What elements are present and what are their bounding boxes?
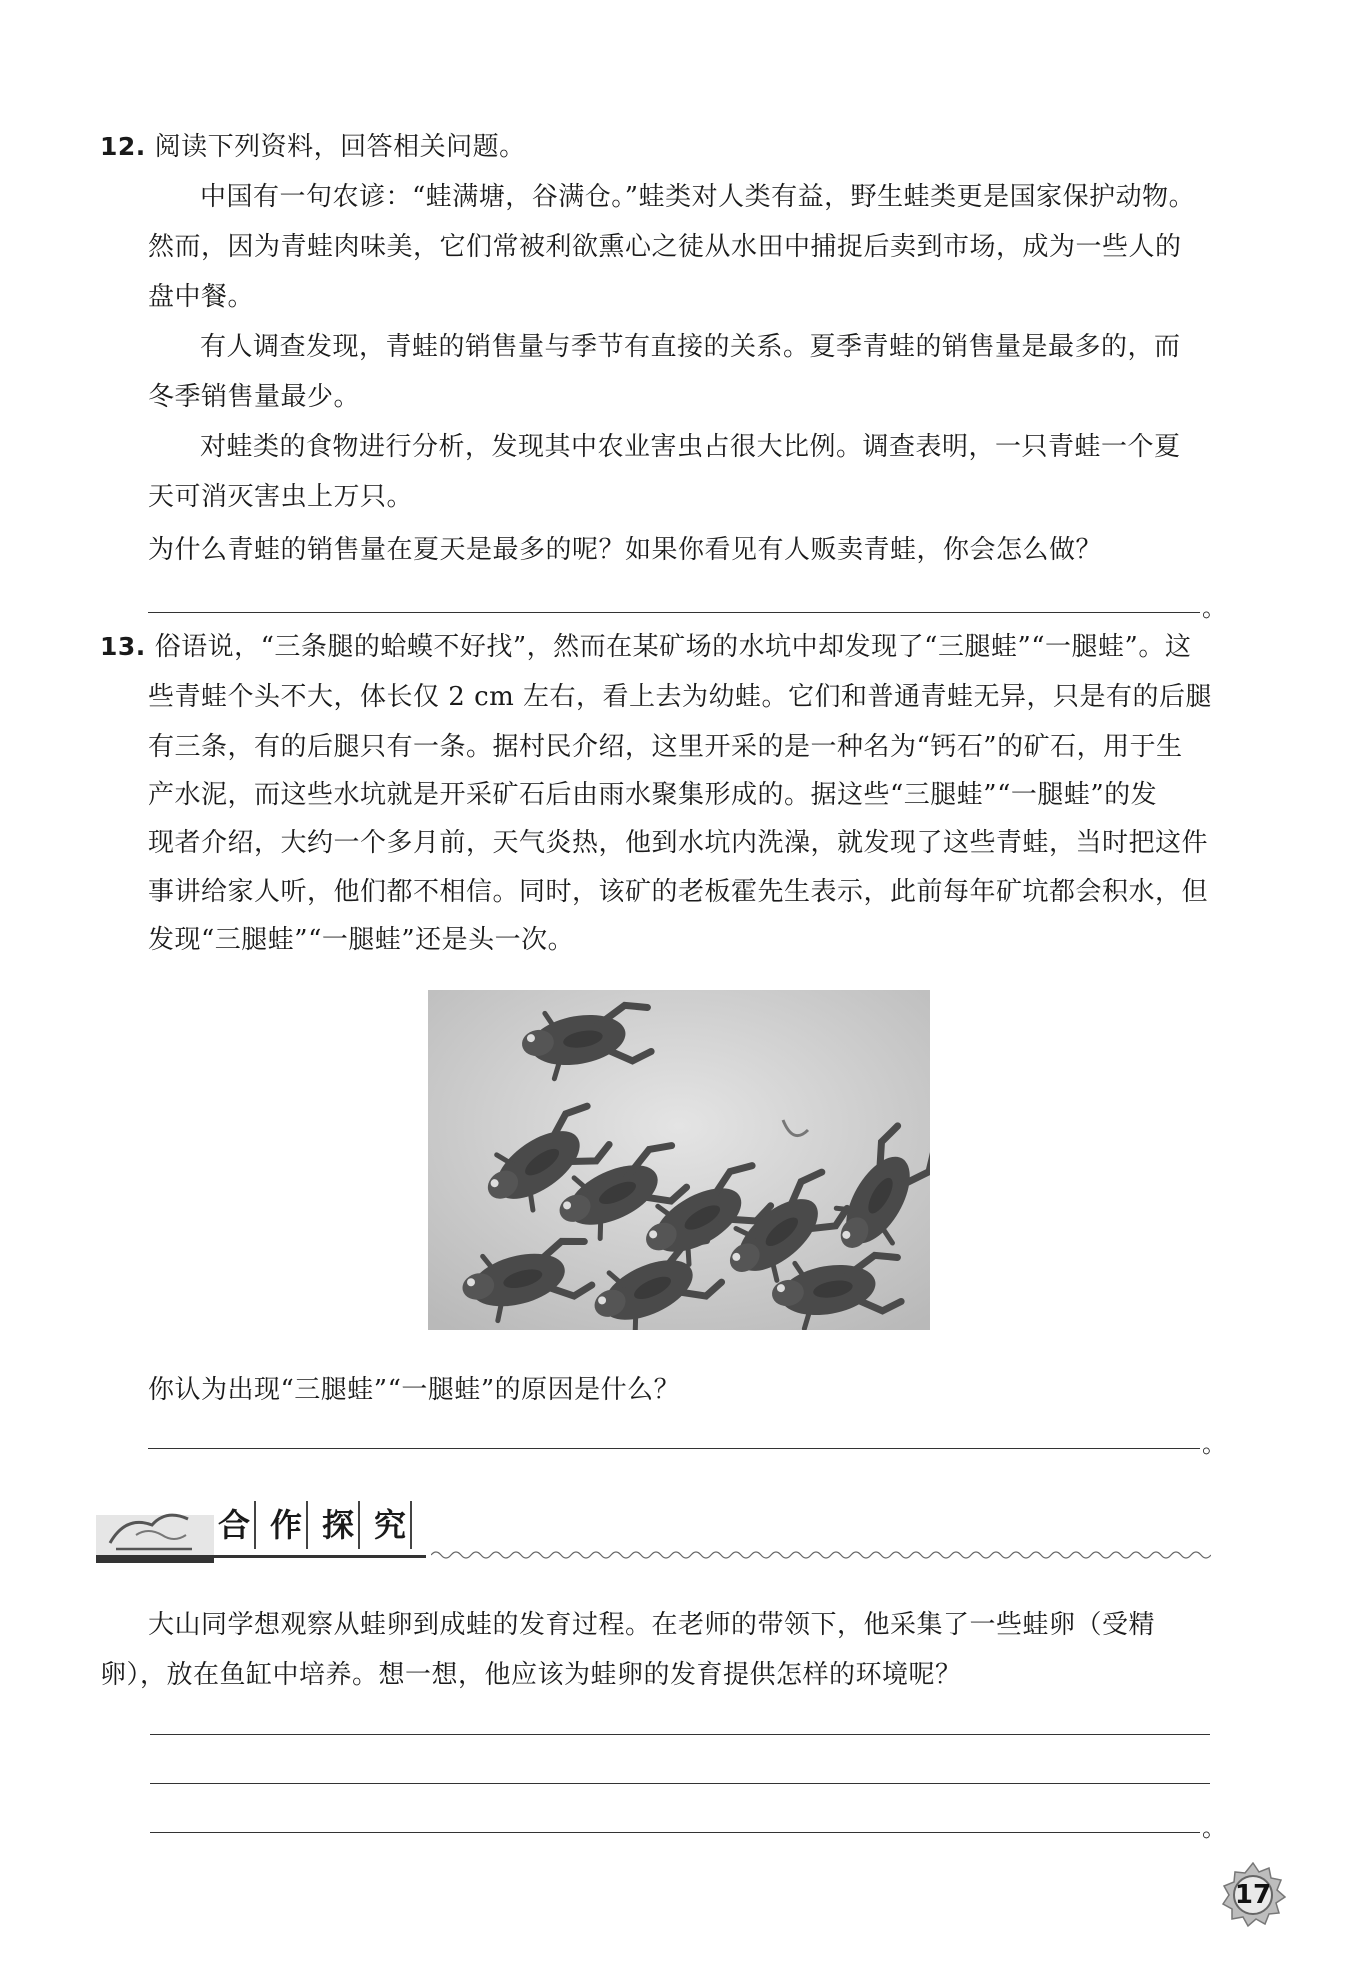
q13-text-line1: 俗语说，“三条腿的蛤蟆不好找”，然而在某矿场的水坑中却发现了“三腿蛙”“一腿蛙”。这	[154, 632, 1192, 662]
q12-para1-line2: 然而，因为青蛙肉味美，它们常被利欲熏心之徒从水田中捕捉后卖到市场，成为一些人的	[148, 232, 1182, 262]
frogs-photo	[428, 990, 930, 1330]
section-wavy-rule	[431, 1549, 1211, 1561]
q12-para2-line2: 冬季销售量最少。	[148, 382, 361, 412]
q13-question: 你认为出现“三腿蛙”“一腿蛙”的原因是什么？	[148, 1375, 681, 1405]
section-answer-line-2[interactable]	[150, 1783, 1210, 1784]
q12-number: 12.	[100, 132, 146, 161]
collaboration-icon	[96, 1495, 214, 1563]
section-answer-line-3[interactable]	[150, 1832, 1200, 1833]
section-header	[96, 1495, 1211, 1563]
section-title-char-3: 探	[318, 1501, 360, 1549]
q12-para1-line3: 盘中餐。	[148, 282, 255, 312]
q13-text-line5: 现者介绍，大约一个多月前，天气炎热，他到水坑内洗澡，就发现了这些青蛙，当时把这件	[148, 828, 1209, 858]
q12-answer-line[interactable]	[148, 612, 1200, 613]
q13-text-line7: 发现“三腿蛙”“一腿蛙”还是头一次。	[148, 925, 575, 955]
section-text-line2: 卵），放在鱼缸中培养。想一想，他应该为蛙卵的发育提供怎样的环境呢？	[100, 1660, 962, 1690]
page-number-badge	[1220, 1862, 1286, 1928]
q13-text-line2: 些青蛙个头不大，体长仅 2 cm 左右，看上去为幼蛙。它们和普通青蛙无异，只是有的后腿	[148, 682, 1213, 712]
section-rule	[96, 1555, 426, 1558]
q12-para1-line1: 中国有一句农谚：“蛙满塘，谷满仓。”蛙类对人类有益，野生蛙类更是国家保护动物。	[200, 182, 1196, 212]
section-title-char-4: 究	[370, 1501, 412, 1549]
page-number: 17	[1234, 1880, 1272, 1910]
section-answer-line-1[interactable]	[150, 1734, 1210, 1735]
q12-para3-line1: 对蛙类的食物进行分析，发现其中农业害虫占很大比例。调查表明，一只青蛙一个夏	[200, 432, 1181, 462]
section-text-line1: 大山同学想观察从蛙卵到成蛙的发育过程。在老师的带领下，他采集了一些蛙卵（受精	[148, 1610, 1156, 1640]
q13-line1	[100, 630, 1191, 664]
frogs-illustration	[428, 990, 930, 1330]
q12-para3-line2: 天可消灭害虫上万只。	[148, 482, 414, 512]
section-title-char-2: 作	[266, 1501, 308, 1549]
q13-text-line4: 产水泥，而这些水坑就是开采矿石后由雨水聚集形成的。据这些“三腿蛙”“一腿蛙”的发	[148, 780, 1158, 810]
q13-answer-line[interactable]	[148, 1448, 1200, 1449]
q13-text-line3: 有三条，有的后腿只有一条。据村民介绍，这里开采的是一种名为“钙石”的矿石，用于生	[148, 732, 1183, 762]
section-answer-end-mark: 。	[1202, 1814, 1226, 1842]
q13-number: 13.	[100, 632, 146, 661]
q13-text-line6: 事讲给家人听，他们都不相信。同时，该矿的老板霍先生表示，此前每年矿坑都会积水，但	[148, 877, 1209, 907]
q12-header	[100, 130, 526, 164]
q13-answer-end-mark: 。	[1202, 1430, 1226, 1458]
q12-prompt: 阅读下列资料，回答相关问题。	[154, 132, 526, 162]
section-title-char-1: 合	[214, 1501, 256, 1549]
q12-para2-line1: 有人调查发现，青蛙的销售量与季节有直接的关系。夏季青蛙的销售量是最多的，而	[200, 332, 1181, 362]
section-title	[214, 1501, 422, 1553]
q12-question: 为什么青蛙的销售量在夏天是最多的呢？如果你看见有人贩卖青蛙，你会怎么做？	[148, 535, 1103, 565]
q12-answer-end-mark: 。	[1202, 594, 1226, 622]
